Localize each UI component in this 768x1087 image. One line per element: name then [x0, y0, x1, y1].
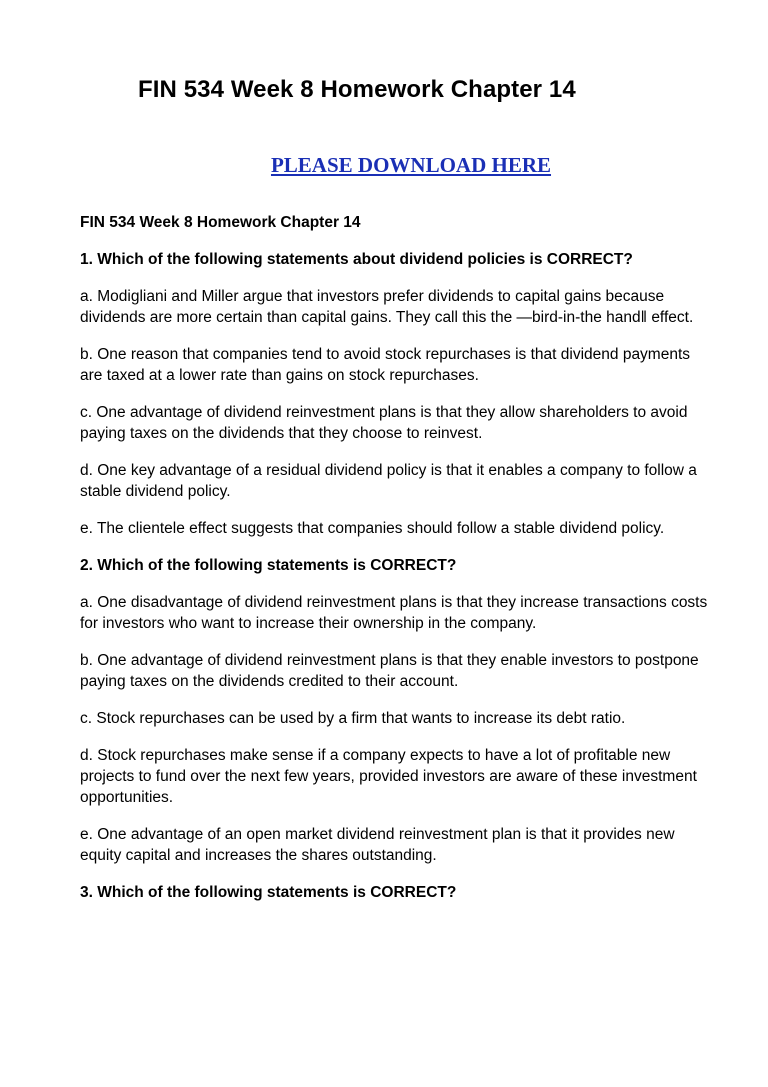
question-1-option-b: b. One reason that companies tend to avoid stock repurchases is that dividend payments are taxed at a lower rate than gains on stock repurchases.: [80, 346, 691, 384]
question-1-option-d: d. One key advantage of a residual dividend policy is that it enables a company to follow a stable dividend policy.: [80, 462, 697, 500]
question-2-option-a: a. One disadvantage of dividend reinvestment plans is that they increase transactions costs for investors who want to increase their ownership in the company.: [80, 594, 708, 632]
question-1: 1. Which of the following statements about dividend policies is CORRECT?: [80, 251, 633, 268]
question-2-option-b: b. One advantage of dividend reinvestment plans is that they enable investors to postpone paying taxes on the dividends credited to their account.: [80, 652, 699, 690]
document-subtitle: FIN 534 Week 8 Homework Chapter 14: [80, 214, 361, 231]
question-2-option-e: e. One advantage of an open market dividend reinvestment plan is that it provides new equity capital and increases the shares outstanding.: [80, 826, 675, 864]
download-link[interactable]: PLEASE DOWNLOAD HERE: [270, 153, 552, 177]
question-1-option-c: c. One advantage of dividend reinvestment plans is that they allow shareholders to avoid paying taxes on the dividends that they choose to reinvest.: [80, 404, 688, 442]
question-2-option-c: c. Stock repurchases can be used by a firm that wants to increase its debt ratio.: [80, 710, 626, 727]
question-1-option-a: a. Modigliani and Miller argue that investors prefer dividends to capital gains because dividends are more certain than capital gains. They call this the —bird-in-the hand‖ effect.: [80, 288, 694, 326]
question-block-2: [80, 555, 710, 866]
question-block-3: [80, 882, 710, 903]
document-title: FIN 534 Week 8 Homework Chapter 14: [138, 76, 576, 103]
question-3: 3. Which of the following statements is CORRECT?: [80, 884, 457, 901]
question-2: 2. Which of the following statements is CORRECT?: [80, 557, 457, 574]
question-1-option-e: e. The clientele effect suggests that companies should follow a stable dividend policy.: [80, 520, 665, 537]
question-block-1: [80, 249, 710, 539]
question-2-option-d: d. Stock repurchases make sense if a company expects to have a lot of profitable new projects to fund over the next few years, provided investors are aware of these investment opportunities.: [80, 747, 697, 806]
